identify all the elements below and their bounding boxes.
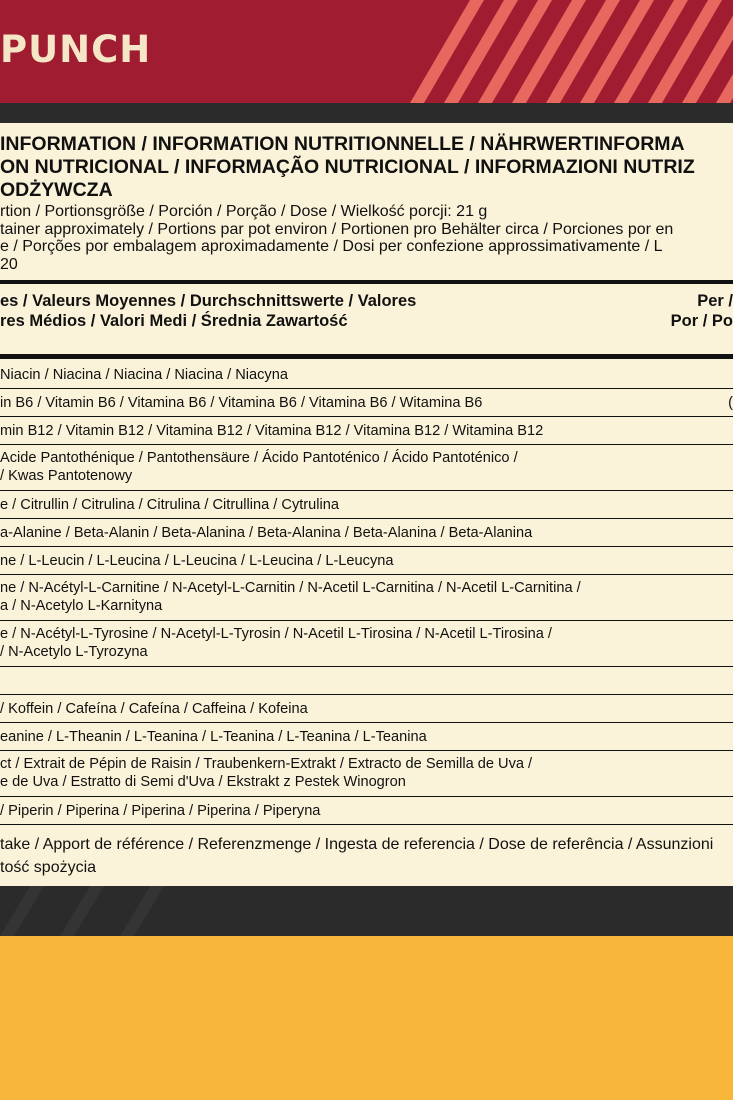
nutrient-row (0, 519, 733, 547)
nutrient-name (0, 579, 581, 615)
flavor-title: PUNCH (0, 28, 152, 71)
nutrient-name-line: / Piperin / Piperina / Piperina / Piperina / Piperyna (0, 803, 321, 819)
nutrient-row (0, 389, 733, 417)
servings-count: 20 (0, 255, 18, 273)
nutrient-name-line: Acide Pantothénique / Pantothensäure / Ácido Pantoténico / Ácido Pantoténico / (0, 450, 518, 466)
nutrient-name-line: / Koffein / Cafeína / Cafeína / Caffeina / Kofeina (0, 701, 308, 717)
nutrient-row (0, 445, 733, 491)
nutrient-row (0, 547, 733, 575)
nutrient-value: ( (728, 395, 733, 411)
nutrient-name (0, 625, 552, 661)
nutrient-name-line: ne / N-Acétyl-L-Carnitine / N-Acetyl-L-Carnitin / N-Acetil L-Carnitina / N-Acetil L-Carnitina / (0, 580, 581, 596)
nutrient-row (0, 695, 733, 723)
nutrient-name-line: min B12 / Vitamin B12 / Vitamina B12 / Vitamina B12 / Vitamina B12 / Witamina B12 (0, 423, 544, 439)
nutrition-panel (0, 123, 733, 886)
nutrient-row (0, 491, 733, 519)
nutrient-name (0, 755, 532, 791)
nutrient-name (0, 552, 393, 570)
serving-size: rtion / Portionsgröße / Porción / Porção / Dose / Wielkość porcji: 21 g (0, 203, 488, 220)
footnote-line: tość spożycia (0, 859, 97, 876)
nutrient-name-line: / N-Acetylo L-Tyrozyna (0, 644, 148, 660)
nutrient-name-line: e de Uva / Estratto di Semi d'Uva / Ekstrakt z Pestek Winogron (0, 774, 406, 790)
servings-per-container-cont: e / Porções por embalagem aproximadamente / Dosi per confezione approssimativamente / L (0, 238, 663, 255)
nutrient-name (0, 422, 543, 440)
nutrient-row (0, 667, 733, 695)
heading-line: ON NUTRICIONAL / INFORMAÇÃO NUTRICIONAL / INFORMAZIONI NUTRIZ (0, 156, 695, 178)
bottom-stripes-decoration (0, 886, 733, 936)
serving-info (0, 203, 673, 273)
per-serving-line: Por / Po (670, 312, 733, 330)
nutrient-name (0, 524, 532, 542)
thick-divider (0, 354, 733, 359)
nutrient-row (0, 417, 733, 445)
nutrient-name-line: a-Alanine / Beta-Alanin / Beta-Alanina / Beta-Alanina / Beta-Alanina / Beta-Alanina (0, 525, 533, 541)
nutrient-row (0, 575, 733, 621)
column-header-line: es / Valeurs Moyennes / Durchschnittswerte / Valores (0, 292, 417, 310)
nutrient-name (0, 449, 518, 485)
nutrient-name-line: ct / Extrait de Pépin de Raisin / Traubenkern-Extrakt / Extracto de Semilla de Uva / (0, 756, 533, 772)
thick-divider (0, 280, 733, 284)
nutrient-row (0, 621, 733, 667)
reference-intake-note (0, 833, 713, 879)
footnote-line: take / Apport de référence / Referenzmenge / Ingesta de referencia / Dose de referência / Assunzioni (0, 836, 714, 853)
nutrient-name-line: e / Citrullin / Citrulina / Citrulina / Citrullina / Cytrulina (0, 497, 340, 513)
nutrient-name-line: in B6 / Vitamin B6 / Vitamina B6 / Vitamina B6 / Vitamina B6 / Witamina B6 (0, 395, 483, 411)
nutrient-name (0, 366, 288, 384)
nutrient-name (0, 700, 308, 718)
nutrient-row (0, 751, 733, 797)
nutrient-row (0, 797, 733, 825)
nutrient-name (0, 394, 482, 412)
nutrient-name-line: ne / L-Leucin / L-Leucina / L-Leucina / L-Leucina / L-Leucyna (0, 553, 394, 569)
nutrient-row (0, 361, 733, 389)
bottom-dark-band (0, 886, 733, 936)
nutrient-name-line: a / N-Acetylo L-Karnityna (0, 598, 163, 614)
column-header-line: res Médios / Valori Medi / Średnia Zawartość (0, 312, 348, 330)
nutrient-name-line: e / N-Acétyl-L-Tyrosine / N-Acetyl-L-Tyrosin / N-Acetil L-Tirosina / N-Acetil L-Tirosina / (0, 626, 552, 642)
nutrient-name (0, 802, 320, 820)
top-dark-band (0, 103, 733, 123)
yellow-package-area (0, 936, 733, 1100)
nutrient-name (0, 496, 339, 514)
nutrient-name-line: / Kwas Pantotenowy (0, 468, 133, 484)
product-banner (0, 0, 733, 103)
nutrient-name-line: Niacin / Niacina / Niacina / Niacina / Niacyna (0, 367, 288, 383)
per-serving-header (671, 291, 733, 331)
heading-line: INFORMATION / INFORMATION NUTRITIONNELLE / NÄHRWERTINFORMA (0, 133, 685, 155)
nutrient-name-line: eanine / L-Theanin / L-Teanina / L-Teanina / L-Teanina / L-Teanina (0, 729, 427, 745)
heading-line: ODŻYWCZA (0, 179, 113, 201)
servings-per-container: tainer approximately / Portions par pot environ / Portionen pro Behälter circa / Porciones por en (0, 220, 674, 238)
nutrient-row (0, 723, 733, 751)
per-serving-line: Per / (697, 292, 733, 310)
column-header (0, 291, 416, 331)
nutrient-name (0, 728, 427, 746)
panel-heading (0, 133, 695, 202)
nutrient-table (0, 361, 733, 825)
